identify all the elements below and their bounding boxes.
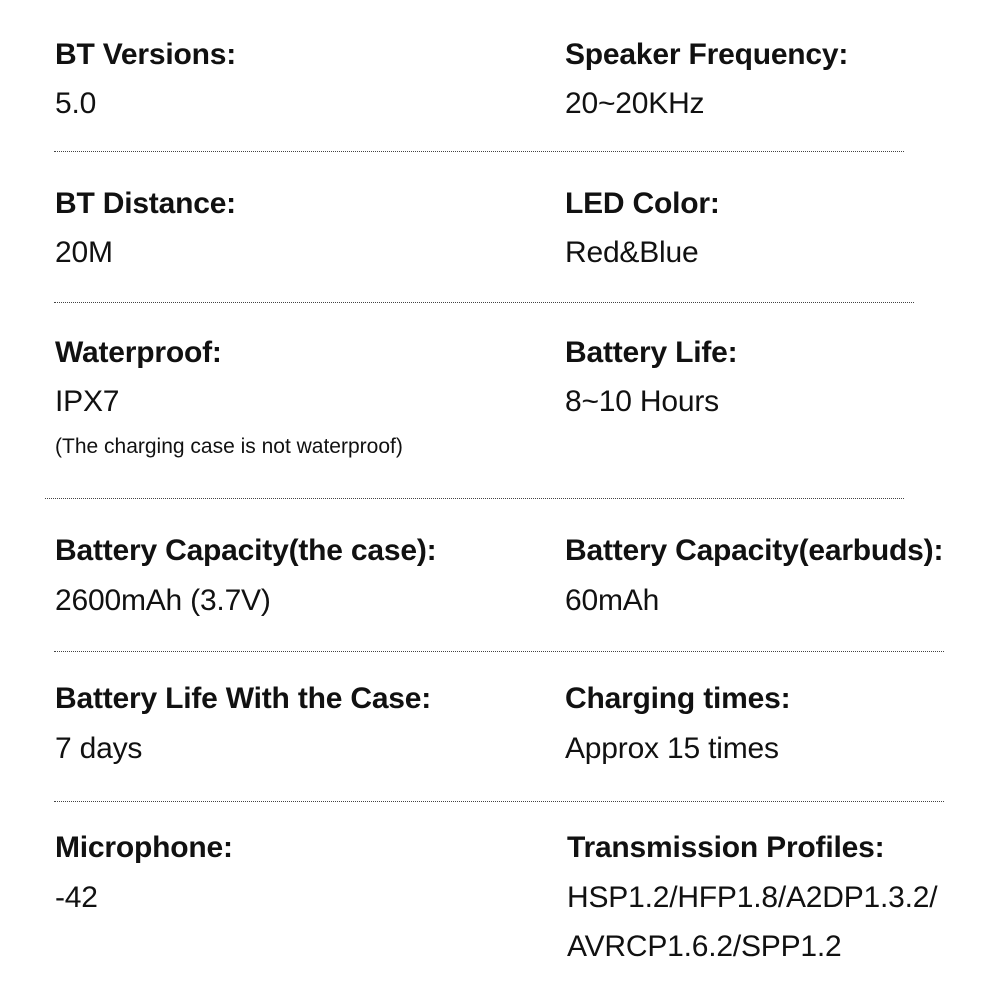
microphone-label: Microphone:	[55, 831, 233, 864]
transmission-profiles-value-line2: AVRCP1.6.2/SPP1.2	[567, 930, 842, 963]
waterproof-label: Waterproof:	[55, 336, 222, 369]
led-color-label: LED Color:	[565, 187, 720, 220]
battery-life-with-case-value: 7 days	[55, 732, 143, 765]
bt-versions-label: BT Versions:	[55, 38, 236, 71]
transmission-profiles-value-line1: HSP1.2/HFP1.8/A2DP1.3.2/	[567, 881, 938, 914]
divider-4	[54, 651, 944, 652]
battery-life-label: Battery Life:	[565, 336, 738, 369]
divider-2	[54, 302, 914, 303]
waterproof-value: IPX7	[55, 385, 120, 418]
speaker-frequency-label: Speaker Frequency:	[565, 38, 849, 71]
battery-life-value: 8~10 Hours	[565, 385, 719, 418]
battery-capacity-earbuds-value: 60mAh	[565, 584, 660, 617]
transmission-profiles-label: Transmission Profiles:	[567, 831, 885, 864]
bt-distance-value: 20M	[55, 236, 113, 269]
battery-capacity-case-label: Battery Capacity(the case):	[55, 534, 437, 567]
charging-times-label: Charging times:	[565, 682, 791, 715]
bt-distance-label: BT Distance:	[55, 187, 236, 220]
divider-3	[45, 498, 904, 499]
microphone-value: -42	[55, 881, 98, 914]
led-color-value: Red&Blue	[565, 236, 699, 269]
battery-capacity-case-value: 2600mAh (3.7V)	[55, 584, 271, 617]
battery-capacity-earbuds-label: Battery Capacity(earbuds):	[565, 534, 944, 567]
speaker-frequency-value: 20~20KHz	[565, 87, 705, 120]
waterproof-note: (The charging case is not waterproof)	[55, 435, 403, 458]
battery-life-with-case-label: Battery Life With the Case:	[55, 682, 432, 715]
divider-5	[54, 801, 944, 802]
divider-1	[54, 151, 904, 152]
bt-versions-value: 5.0	[55, 87, 97, 120]
charging-times-value: Approx 15 times	[565, 732, 779, 765]
